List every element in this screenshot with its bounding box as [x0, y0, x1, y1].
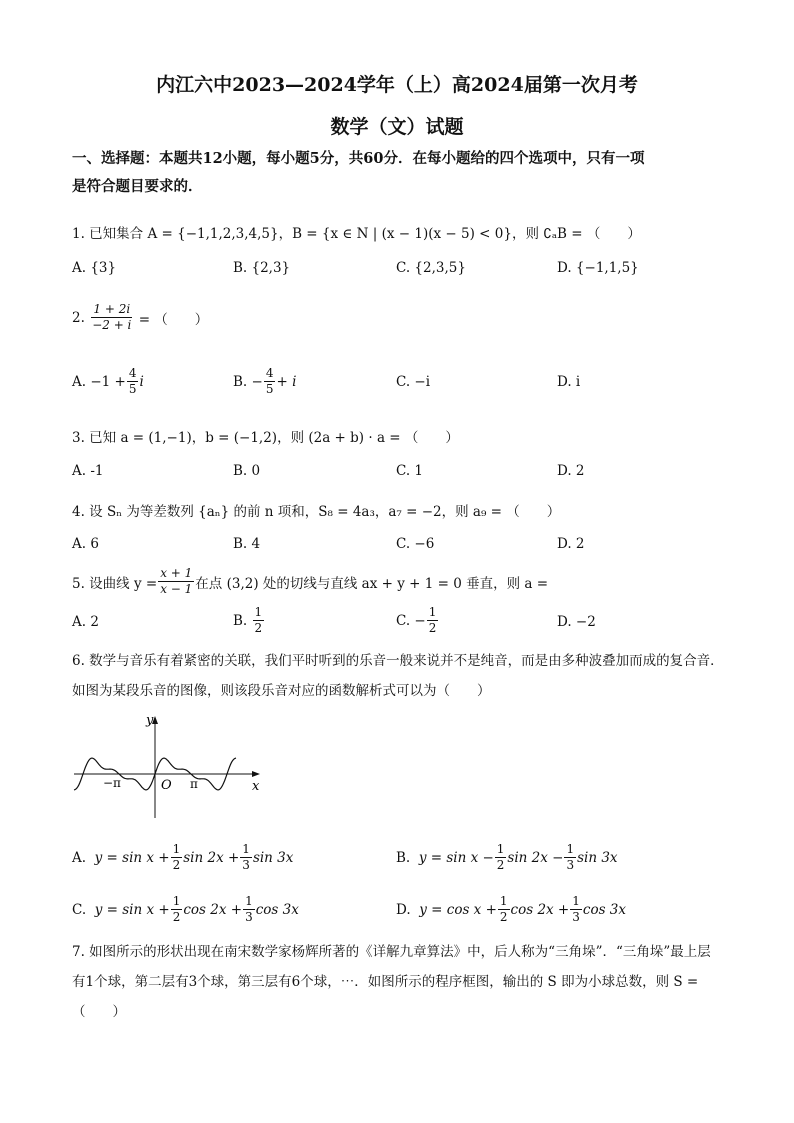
q6-option-c-frac1 — [171, 894, 183, 925]
q5-fraction — [158, 566, 194, 597]
q2-label: 2. — [72, 309, 85, 326]
q5-option-d: D. −2 — [557, 614, 596, 630]
q2-option-a-den: 5 — [128, 382, 137, 396]
question-6-stem: 6. 数学与音乐有着紧密的关联，我们平时听到的乐音一般来说并不是纯音，而是由多种波叠加而成的复合音．如图为某段乐音的图像，则该段乐音对应的函数解析式可以为（ ） — [72, 653, 724, 699]
q2-option-d: D. i — [557, 374, 581, 390]
q6-option-b-label: B. — [396, 849, 411, 866]
q6-option-b-n2: 1 — [566, 842, 575, 856]
q5-option-c-fraction — [427, 605, 439, 636]
q6-option-d-d1: 2 — [499, 910, 508, 924]
q4-option-b: B. 4 — [233, 536, 261, 552]
q2-option-b-post: + i — [276, 373, 297, 390]
q2-fraction-denominator: −2 + i — [92, 318, 132, 332]
q5-option-c-den: 2 — [428, 621, 437, 635]
q6-option-b-part2: sin 2x − — [507, 849, 564, 866]
q6-option-a-frac2 — [240, 842, 252, 873]
q2-option-b-pre: B. − — [233, 373, 263, 390]
q6-function-graph — [70, 712, 270, 822]
question-5-stem — [72, 566, 548, 597]
q2-option-b-num: 4 — [265, 366, 274, 380]
q6-option-b-part1: y = sin x − — [418, 849, 494, 866]
q6-option-b-part3: sin 3x — [577, 849, 618, 866]
q6-option-d-part1: y = cos x + — [419, 901, 497, 918]
q6-option-d-d2: 3 — [572, 910, 580, 924]
q5-option-c-pre: C. − — [396, 612, 426, 629]
q2-option-a-pre: A. −1 + — [72, 373, 126, 390]
section-heading — [72, 145, 732, 201]
q6-option-c-part2: cos 2x + — [183, 901, 243, 918]
page-subtitle: 数学（文）试题 — [330, 116, 464, 138]
question-4-stem: 4. 设 Sₙ 为等差数列 {aₙ} 的前 n 项和，S₈ = 4a₃，a₇ = −2，则 a₉ = （ ） — [72, 504, 561, 520]
q6-option-a-frac1 — [171, 842, 183, 873]
q2-option-b-fraction — [264, 366, 276, 397]
section-heading-line2: 是符合题目要求的． — [72, 178, 203, 195]
q1-option-a: A. {3} — [72, 260, 117, 276]
q2-option-a — [72, 366, 144, 397]
q6-option-c-n2: 1 — [245, 894, 253, 908]
x-axis-label: x — [252, 779, 260, 794]
q5-fraction-numerator: x + 1 — [160, 566, 193, 580]
q6-option-d-n2: 1 — [572, 894, 580, 908]
q5-post: 在点 (3,2) 处的切线与直线 ax + y + 1 = 0 垂直，则 a = — [195, 575, 549, 592]
q6-option-d-part2: cos 2x + — [510, 901, 570, 918]
q1-option-d: D. {−1,1,5} — [557, 260, 639, 276]
q5-option-b — [233, 605, 265, 636]
q3-option-a: A. -1 — [72, 463, 104, 479]
q6-option-a-part2: sin 2x + — [183, 849, 240, 866]
q2-option-c: C. −i — [396, 374, 431, 390]
q3-option-d: D. 2 — [557, 463, 585, 479]
q2-option-b — [233, 366, 296, 397]
pi-label: π — [190, 777, 198, 791]
neg-pi-label: −π — [103, 776, 121, 790]
q2-option-b-den: 5 — [265, 382, 274, 396]
q6-option-b-d2: 3 — [566, 858, 575, 872]
q2-fraction — [90, 302, 133, 333]
q6-option-d-part3: cos 3x — [582, 901, 627, 918]
q6-option-b-n1: 1 — [496, 842, 505, 856]
page-title: 内江六中2023—2024学年（上）高2024届第一次月考 — [156, 74, 638, 96]
q5-option-b-num: 1 — [254, 605, 263, 619]
question-1-stem: 1. 已知集合 A = {−1,1,2,3,4,5}，B = {x ∈ N | (x − 1)(x − 5) < 0}，则 ∁ₐB = （ ） — [72, 226, 641, 242]
q6-option-d-label: D. — [396, 901, 411, 918]
q1-option-c: C. {2,3,5} — [396, 260, 466, 276]
question-7-stem: 7. 如图所示的形状出现在南宋数学家杨辉所著的《详解九章算法》中，后人称为“三角垛”．“三角垛”最上层有1个球，第二层有3个球，第三层有6个球，⋯．如图所示的程序框图，输出的 S 即为小球总数，则 S = （ ） — [72, 944, 711, 1020]
q3-option-b: B. 0 — [233, 463, 261, 479]
origin-label: O — [161, 778, 172, 793]
q4-option-a: A. 6 — [72, 536, 99, 552]
q6-option-a-label: A. — [72, 849, 87, 866]
q6-option-c-frac2 — [243, 894, 255, 925]
q5-option-b-fraction — [253, 605, 265, 636]
q6-option-a-part3: sin 3x — [252, 849, 294, 866]
q4-option-d: D. 2 — [557, 536, 585, 552]
q6-option-b — [396, 842, 618, 873]
q6-option-d-frac2 — [570, 894, 582, 925]
q6-option-a-n1: 1 — [172, 842, 181, 856]
q5-pre: 5. 设曲线 y = — [72, 575, 158, 592]
q4-option-c: C. −6 — [396, 536, 435, 552]
question-3-stem: 3. 已知 a = (1,−1)，b = (−1,2)，则 (2a + b) · a = （ ） — [72, 430, 459, 446]
q6-option-d-frac1 — [498, 894, 510, 925]
q2-option-a-post: i — [139, 373, 144, 390]
q2-fraction-numerator: 1 + 2i — [93, 302, 131, 316]
q6-option-a-d1: 2 — [172, 858, 181, 872]
x-axis-arrow-icon — [252, 771, 260, 777]
q6-option-c-d2: 3 — [245, 910, 253, 924]
q6-option-a-n2: 1 — [242, 842, 250, 856]
q6-option-c-label: C. — [72, 901, 87, 918]
y-axis-label: y — [146, 713, 154, 728]
q6-option-d-n1: 1 — [499, 894, 508, 908]
q6-option-d — [396, 894, 626, 925]
q6-option-a — [72, 842, 293, 873]
q6-option-c-part1: y = sin x + — [94, 901, 170, 918]
q6-option-a-part1: y = sin x + — [94, 849, 170, 866]
q6-option-c-part3: cos 3x — [255, 901, 299, 918]
q6-option-c-n1: 1 — [172, 894, 181, 908]
q6-option-c — [72, 894, 299, 925]
q1-option-b: B. {2,3} — [233, 260, 291, 276]
q6-option-b-frac2 — [564, 842, 576, 873]
q6-option-b-frac1 — [495, 842, 507, 873]
q6-option-c-d1: 2 — [172, 910, 181, 924]
q5-option-c — [396, 605, 439, 636]
q6-option-b-d1: 2 — [496, 858, 505, 872]
q5-fraction-denominator: x − 1 — [160, 582, 193, 596]
q5-option-a: A. 2 — [72, 614, 99, 630]
q2-option-a-fraction — [127, 366, 139, 397]
section-heading-line1: 一、选择题：本题共12小题，每小题5分，共60分．在每小题给的四个选项中，只有一项 — [72, 150, 645, 167]
q2-option-a-num: 4 — [128, 366, 137, 380]
q6-option-a-d2: 3 — [242, 858, 250, 872]
q3-option-c: C. 1 — [396, 463, 424, 479]
q2-tail: = （ ） — [138, 311, 209, 328]
q5-option-b-den: 2 — [254, 621, 263, 635]
q5-option-c-num: 1 — [428, 605, 437, 619]
question-2-stem — [72, 302, 208, 333]
q5-option-b-pre: B. — [233, 612, 248, 629]
